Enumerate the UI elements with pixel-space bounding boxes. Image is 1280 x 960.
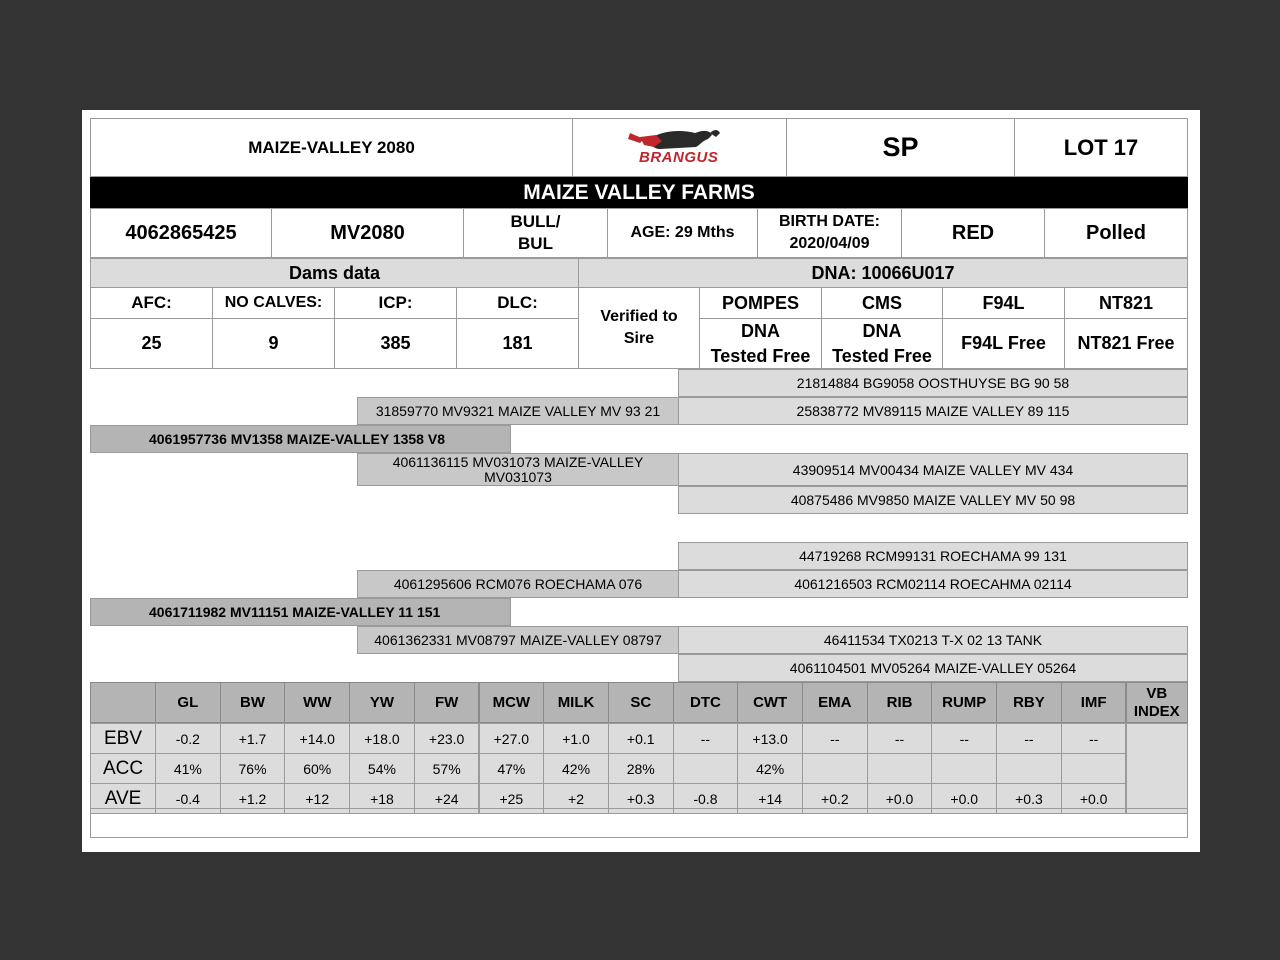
pedigree-sire-dam: 4061136115 MV031073 MAIZE-VALLEY MV031073 xyxy=(357,453,679,486)
ebv-cell-ebv-bw: +1.7 xyxy=(220,723,286,754)
ebv-cell-ebv-yw: +18.0 xyxy=(349,723,415,754)
ebv-cell-acc-rib xyxy=(867,753,933,784)
ebv-header-sc: SC xyxy=(608,682,674,723)
verified-line-2: Sire xyxy=(623,330,655,347)
ebv-header-imf: IMF xyxy=(1061,682,1127,723)
dams-value-calves: 9 xyxy=(212,318,335,369)
dams-data-title: Dams data xyxy=(90,258,579,288)
result-line-1: DNA xyxy=(741,320,780,341)
ebv-cell-ebv-ww: +14.0 xyxy=(284,723,350,754)
ebv-cell-ebv-fw: +23.0 xyxy=(414,723,480,754)
dna-test-pompes: POMPES xyxy=(699,287,822,319)
dna-test-f94l: F94L xyxy=(942,287,1065,319)
dna-test-cms: CMS xyxy=(821,287,943,319)
dna-title: DNA: 10066U017 xyxy=(578,258,1188,288)
ebv-cell-ave-fw: +24 xyxy=(414,783,480,814)
pedigree-sss: 21814884 BG9058 OOSTHUYSE BG 90 58 xyxy=(678,369,1188,397)
ebv-cell-acc-sc: 28% xyxy=(608,753,674,784)
ebv-row-label-ave: AVE xyxy=(90,783,156,814)
ebv-header-cwt: CWT xyxy=(737,682,803,723)
birth-date-value: 2020/04/09 xyxy=(789,235,870,252)
vb-index-line-2: INDEX xyxy=(1133,702,1180,720)
ebv-cell-acc-ema xyxy=(802,753,868,784)
animal-colour: RED xyxy=(901,208,1045,258)
ebv-cell-ave-sc: +0.3 xyxy=(608,783,674,814)
ebv-header-gl: GL xyxy=(155,682,221,723)
ebv-cell-ebv-cwt: +13.0 xyxy=(737,723,803,754)
pedigree-dsd: 4061216503 RCM02114 ROECAHMA 02114 xyxy=(678,570,1188,598)
dams-header-dlc: DLC: xyxy=(456,287,579,319)
ebv-header-rib: RIB xyxy=(867,682,933,723)
ebv-cell-acc-gl: 41% xyxy=(155,753,221,784)
ebv-cell-ave-imf: +0.0 xyxy=(1061,783,1127,814)
ebv-row-label-ebv: EBV xyxy=(90,723,156,754)
lot-card xyxy=(82,110,1200,852)
pedigree-dam-dam: 4061362331 MV08797 MAIZE-VALLEY 08797 xyxy=(357,626,679,654)
ebv-cell-ebv-sc: +0.1 xyxy=(608,723,674,754)
pedigree-dds: 46411534 TX0213 T-X 02 13 TANK xyxy=(678,626,1188,654)
logo-text: BRANGUS xyxy=(639,149,719,166)
pedigree-dam: 4061711982 MV11151 MAIZE-VALLEY 11 151 xyxy=(90,598,511,626)
farm-banner: MAIZE VALLEY FARMS xyxy=(90,177,1188,208)
dna-result-nt821: NT821 Free xyxy=(1064,318,1188,369)
ebv-cell-ave-yw: +18 xyxy=(349,783,415,814)
dams-value-dlc: 181 xyxy=(456,318,579,369)
lot-number: LOT 17 xyxy=(1014,118,1188,177)
ebv-header-fw: FW xyxy=(414,682,480,723)
verified-line-1: Verified to xyxy=(600,308,678,325)
ebv-cell-ave-mcw: +25 xyxy=(479,783,545,814)
ebv-cell-ave-rby: +0.3 xyxy=(996,783,1062,814)
animal-horn: Polled xyxy=(1044,208,1188,258)
ebv-cell-ebv-imf: -- xyxy=(1061,723,1127,754)
ebv-cell-acc-ww: 60% xyxy=(284,753,350,784)
ebv-row-label-acc: ACC xyxy=(90,753,156,784)
dna-result-f94l: F94L Free xyxy=(942,318,1065,369)
brangus-logo xyxy=(572,118,787,177)
ebv-cell-acc-yw: 54% xyxy=(349,753,415,784)
ebv-header-mcw: MCW xyxy=(479,682,545,723)
result-line-2: Tested Free xyxy=(710,345,811,366)
pedigree-sds: 43909514 MV00434 MAIZE VALLEY MV 434 xyxy=(678,453,1188,486)
ebv-cell-acc-cwt: 42% xyxy=(737,753,803,784)
dams-value-afc: 25 xyxy=(90,318,213,369)
pedigree-ddd: 4061104501 MV05264 MAIZE-VALLEY 05264 xyxy=(678,654,1188,682)
ebv-cell-acc-rby xyxy=(996,753,1062,784)
dna-result-cms xyxy=(821,318,943,369)
ebv-cell-ebv-rump: -- xyxy=(931,723,997,754)
ebv-header-rump: RUMP xyxy=(931,682,997,723)
ebv-header-dtc: DTC xyxy=(673,682,739,723)
birth-date xyxy=(757,208,902,258)
verified-to-sire xyxy=(578,287,700,369)
ebv-cell-ebv-dtc: -- xyxy=(673,723,739,754)
footer-blank-row xyxy=(90,808,1188,838)
ebv-cell-ave-ww: +12 xyxy=(284,783,350,814)
result-line-1: DNA xyxy=(862,320,902,341)
dams-header-afc: AFC: xyxy=(90,287,213,319)
animal-sex xyxy=(463,208,608,258)
ebv-cell-ave-bw: +1.2 xyxy=(220,783,286,814)
sp-code: SP xyxy=(786,118,1015,177)
ebv-header-bw: BW xyxy=(220,682,286,723)
ebv-header-corner xyxy=(90,682,156,723)
animal-code: MV2080 xyxy=(271,208,464,258)
dams-value-icp: 385 xyxy=(334,318,457,369)
pedigree-sire-sire: 31859770 MV9321 MAIZE VALLEY MV 93 21 xyxy=(357,397,679,425)
ebv-cell-acc-bw: 76% xyxy=(220,753,286,784)
sex-line-2: BUL xyxy=(518,234,553,253)
ebv-cell-acc-milk: 42% xyxy=(543,753,609,784)
ebv-cell-ebv-ema: -- xyxy=(802,723,868,754)
pedigree-dss: 44719268 RCM99131 ROECHAMA 99 131 xyxy=(678,542,1188,570)
ebv-cell-ebv-rby: -- xyxy=(996,723,1062,754)
pedigree-ssd: 25838772 MV89115 MAIZE VALLEY 89 115 xyxy=(678,397,1188,425)
ebv-header-vb-index xyxy=(1126,682,1189,723)
ebv-cell-ave-cwt: +14 xyxy=(737,783,803,814)
ebv-cell-ave-rib: +0.0 xyxy=(867,783,933,814)
ebv-header-rby: RBY xyxy=(996,682,1062,723)
dams-header-calves: NO CALVES: xyxy=(212,287,335,319)
pedigree-sire: 4061957736 MV1358 MAIZE-VALLEY 1358 V8 xyxy=(90,425,511,453)
ebv-cell-acc-mcw: 47% xyxy=(479,753,545,784)
dna-test-nt821: NT821 xyxy=(1064,287,1188,319)
ebv-header-yw: YW xyxy=(349,682,415,723)
animal-age: AGE: 29 Mths xyxy=(607,208,758,258)
ebv-header-ww: WW xyxy=(284,682,350,723)
ebv-cell-acc-imf xyxy=(1061,753,1127,784)
ebv-cell-acc-dtc xyxy=(673,753,739,784)
pedigree-dam-sire: 4061295606 RCM076 ROECHAMA 076 xyxy=(357,570,679,598)
ebv-vb-index-value xyxy=(1126,723,1189,814)
ebv-cell-ebv-mcw: +27.0 xyxy=(479,723,545,754)
ebv-cell-ave-milk: +2 xyxy=(543,783,609,814)
vb-index-line-1: VB xyxy=(1146,684,1168,702)
animal-id: 4062865425 xyxy=(90,208,272,258)
sex-line-1: BULL/ xyxy=(510,212,561,231)
ebv-cell-ebv-gl: -0.2 xyxy=(155,723,221,754)
dams-header-icp: ICP: xyxy=(334,287,457,319)
ebv-cell-ave-dtc: -0.8 xyxy=(673,783,739,814)
pedigree-sdd: 40875486 MV9850 MAIZE VALLEY MV 50 98 xyxy=(678,486,1188,514)
ebv-header-ema: EMA xyxy=(802,682,868,723)
ebv-cell-ave-rump: +0.0 xyxy=(931,783,997,814)
ebv-cell-ave-gl: -0.4 xyxy=(155,783,221,814)
animal-name: MAIZE-VALLEY 2080 xyxy=(90,118,573,177)
result-line-2: Tested Free xyxy=(832,345,932,366)
birth-date-label: BIRTH DATE: xyxy=(778,213,881,230)
ebv-cell-ebv-rib: -- xyxy=(867,723,933,754)
ebv-cell-acc-fw: 57% xyxy=(414,753,480,784)
ebv-header-milk: MILK xyxy=(543,682,609,723)
dna-result-pompes xyxy=(699,318,822,369)
ebv-cell-ave-ema: +0.2 xyxy=(802,783,868,814)
ebv-cell-acc-rump xyxy=(931,753,997,784)
ebv-cell-ebv-milk: +1.0 xyxy=(543,723,609,754)
